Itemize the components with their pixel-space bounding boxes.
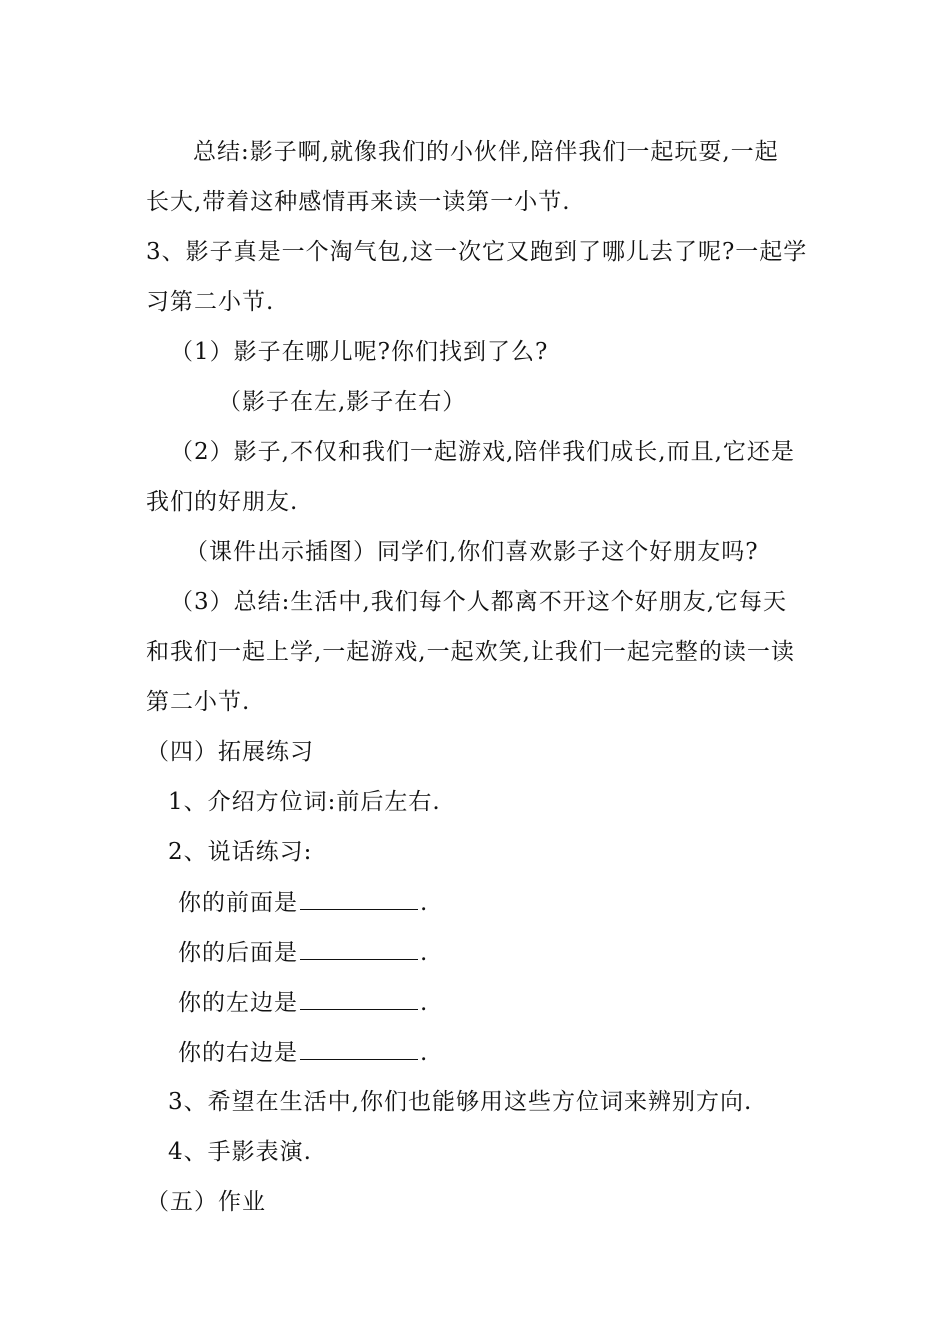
fill-item-prefix: 你的后面是 [178, 940, 298, 966]
fill-item [178, 887, 858, 918]
extension-item-1: 1、介绍方位词:前后左右. [168, 789, 441, 815]
fill-item-suffix: . [420, 890, 429, 916]
paragraph-sub-2-line-2: 我们的好朋友. [146, 489, 299, 515]
paragraph-summary-1: 总结:影子啊,就像我们的小伙伴,陪伴我们一起玩耍,一起 [193, 139, 779, 165]
paragraph-sub-1-answer: （影子在左,影子在右） [218, 389, 467, 415]
fill-blank [300, 1037, 418, 1060]
paragraph-sub-2-line-1: （2）影子,不仅和我们一起游戏,陪伴我们成长,而且,它还是 [170, 439, 795, 465]
section-heading-extension: （四）拓展练习 [146, 739, 314, 765]
fill-item-prefix: 你的左边是 [178, 990, 298, 1016]
paragraph-sub-3-line-3: 第二小节. [146, 689, 251, 715]
fill-item [178, 987, 858, 1018]
paragraph-sub-3-line-2: 和我们一起上学,一起游戏,一起欢笑,让我们一起完整的读一读 [146, 639, 795, 665]
section-heading-homework: （五）作业 [146, 1189, 266, 1215]
paragraph-courseware-note: （课件出示插图）同学们,你们喜欢影子这个好朋友吗? [185, 539, 759, 565]
extension-item-4: 4、手影表演. [168, 1139, 312, 1165]
fill-blank [300, 937, 418, 960]
fill-blank [300, 887, 418, 910]
fill-item-suffix: . [420, 1040, 429, 1066]
paragraph-item-3-line-1: 3、影子真是一个淘气包,这一次它又跑到了哪儿去了呢?一起学 [146, 239, 808, 265]
fill-item-prefix: 你的前面是 [178, 890, 298, 916]
paragraph-sub-1: （1）影子在哪儿呢?你们找到了么? [170, 339, 549, 365]
paragraph-summary-2: 长大,带着这种感情再来读一读第一小节. [146, 189, 571, 215]
paragraph-sub-3-line-1: （3）总结:生活中,我们每个人都离不开这个好朋友,它每天 [170, 589, 788, 615]
paragraph-item-3-line-2: 习第二小节. [146, 289, 275, 315]
fill-item [178, 937, 858, 968]
fill-item [178, 1037, 858, 1068]
fill-item-prefix: 你的右边是 [178, 1040, 298, 1066]
fill-blank [300, 987, 418, 1010]
fill-item-suffix: . [420, 940, 429, 966]
extension-item-3: 3、希望在生活中,你们也能够用这些方位词来辨别方向. [168, 1089, 753, 1115]
extension-item-2: 2、说话练习: [168, 839, 313, 865]
fill-item-suffix: . [420, 990, 429, 1016]
